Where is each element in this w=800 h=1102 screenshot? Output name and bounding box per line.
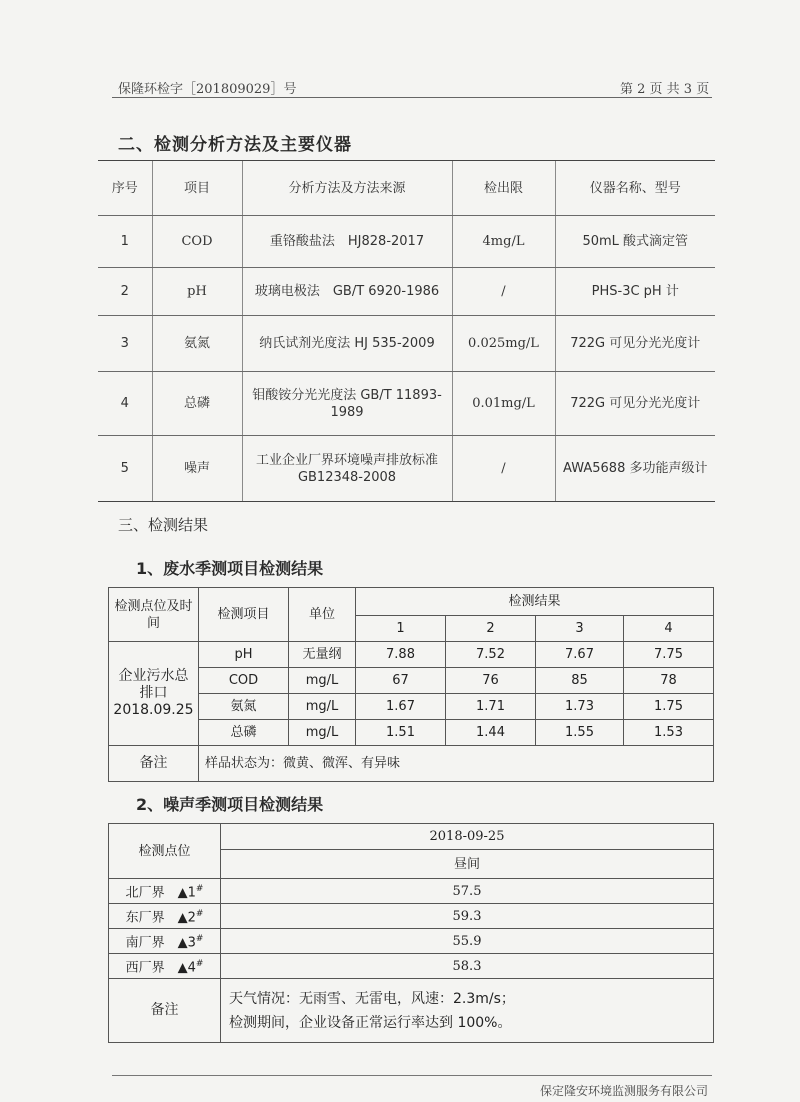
col-header-item: 项目 [152,161,242,216]
remark-label: 备注 [109,979,221,1043]
cell-item: 总磷 [152,372,242,436]
cell-method: 玻璃电极法 GB/T 6920-1986 [242,268,452,316]
cell-limit: 0.025mg/L [452,316,555,372]
cell-instrument: 722G 可见分光光度计 [555,316,715,372]
cell-unit: mg/L [289,720,356,746]
table-row [98,216,715,268]
wastewater-results-title: 1、废水季测项目检测结果 [136,559,324,578]
cell-instrument: 722G 可见分光光度计 [555,372,715,436]
cell-item: COD [199,668,289,694]
wastewater-header-row [109,588,714,616]
col-header-limit: 检出限 [452,161,555,216]
col-header-unit: 单位 [289,588,356,642]
remark-row [109,746,714,782]
col-header-point-time: 检测点位及时间 [109,588,199,642]
sampling-date: 2018.09.25 [113,702,194,718]
cell-value: 1.53 [624,720,714,746]
col-header-run-1: 1 [356,616,446,642]
point-sup: # [195,908,204,919]
cell-method: 重铬酸盐法 HJ828-2017 [242,216,452,268]
point-sup: # [195,958,204,969]
remark-text: 样品状态为：微黄、微浑、有异味 [199,746,714,782]
col-header-run-3: 3 [536,616,624,642]
table-row [98,316,715,372]
col-header-test-item: 检测项目 [199,588,289,642]
cell-method: 工业企业厂界环境噪声排放标准 GB12348-2008 [242,436,452,502]
point-name: 东厂界 ▲2 [125,910,196,926]
cell-limit: / [452,436,555,502]
remark-row [109,979,714,1043]
cell-item: 噪声 [152,436,242,502]
col-header-instrument: 仪器名称、型号 [555,161,715,216]
cell-value: 57.5 [221,879,714,904]
cell-no: 2 [98,268,152,316]
point-sup: # [195,883,204,894]
cell-value: 1.44 [446,720,536,746]
col-header-date: 2018-09-25 [221,824,714,850]
point-name: 北厂界 ▲1 [125,885,196,901]
cell-point [109,879,221,904]
table-row [109,642,714,668]
remark-line-1: 天气情况：无雨雪、无雷电，风速：2.3m/s； [229,990,515,1007]
cell-unit: mg/L [289,668,356,694]
cell-value: 1.51 [356,720,446,746]
table-row [109,904,714,929]
cell-value: 67 [356,668,446,694]
cell-value: 1.55 [536,720,624,746]
noise-header-row [109,824,714,850]
table-row [98,372,715,436]
cell-point [109,904,221,929]
remark-line-2: 检测期间，企业设备正常运行率达到 100%。 [229,1014,512,1031]
table-row [109,720,714,746]
cell-limit: 0.01mg/L [452,372,555,436]
table-row [109,954,714,979]
cell-value: 55.9 [221,929,714,954]
cell-limit: 4mg/L [452,216,555,268]
table-row [109,668,714,694]
section-3-title: 三、检测结果 [118,516,209,534]
cell-value: 7.67 [536,642,624,668]
point-name: 西厂界 ▲4 [125,960,196,976]
cell-value: 7.88 [356,642,446,668]
cell-value: 1.73 [536,694,624,720]
cell-value: 1.67 [356,694,446,720]
point-name: 南厂界 ▲3 [125,935,196,951]
cell-method: 钼酸铵分光光度法 GB/T 11893-1989 [242,372,452,436]
cell-item: pH [199,642,289,668]
noise-results-title: 2、噪声季测项目检测结果 [136,795,324,814]
table-row [109,879,714,904]
header-divider [112,97,712,98]
cell-value: 1.75 [624,694,714,720]
col-header-period: 昼间 [221,850,714,879]
cell-value: 78 [624,668,714,694]
cell-instrument: 50mL 酸式滴定管 [555,216,715,268]
organization-name: 保定隆安环境监测服务有限公司 [540,1084,709,1098]
section-2-title: 二、检测分析方法及主要仪器 [118,135,352,155]
cell-no: 3 [98,316,152,372]
cell-limit: / [452,268,555,316]
table-row [98,268,715,316]
cell-method: 纳氏试剂光度法 HJ 535-2009 [242,316,452,372]
wastewater-results-table [108,587,714,782]
cell-value: 76 [446,668,536,694]
col-header-results: 检测结果 [356,588,714,616]
cell-value: 7.52 [446,642,536,668]
col-header-run-4: 4 [624,616,714,642]
remark-cell [221,979,714,1043]
cell-value: 7.75 [624,642,714,668]
noise-results-table [108,823,714,1043]
cell-value: 85 [536,668,624,694]
cell-item: 氨氮 [199,694,289,720]
document-number: 保隆环检字［201809029］号 [118,82,297,97]
col-header-no: 序号 [98,161,152,216]
cell-no: 4 [98,372,152,436]
methods-header-row [98,161,715,216]
table-row [109,929,714,954]
cell-value: 1.71 [446,694,536,720]
cell-point [109,954,221,979]
page-indicator: 第 2 页 共 3 页 [620,82,710,97]
col-header-point: 检测点位 [109,824,221,879]
cell-item: COD [152,216,242,268]
cell-value: 59.3 [221,904,714,929]
cell-instrument: AWA5688 多功能声级计 [555,436,715,502]
cell-unit: 无量纲 [289,642,356,668]
methods-table [98,160,715,502]
table-row [109,694,714,720]
cell-value: 58.3 [221,954,714,979]
cell-item: 总磷 [199,720,289,746]
cell-no: 5 [98,436,152,502]
cell-no: 1 [98,216,152,268]
col-header-method: 分析方法及方法来源 [242,161,452,216]
sampling-location: 企业污水总排口 [118,668,189,701]
cell-item: pH [152,268,242,316]
footer-divider [112,1075,712,1076]
point-sup: # [195,933,204,944]
table-row [98,436,715,502]
col-header-run-2: 2 [446,616,536,642]
cell-unit: mg/L [289,694,356,720]
cell-instrument: PHS-3C pH 计 [555,268,715,316]
cell-item: 氨氮 [152,316,242,372]
sampling-point-cell [109,642,199,746]
remark-label: 备注 [109,746,199,782]
cell-point [109,929,221,954]
